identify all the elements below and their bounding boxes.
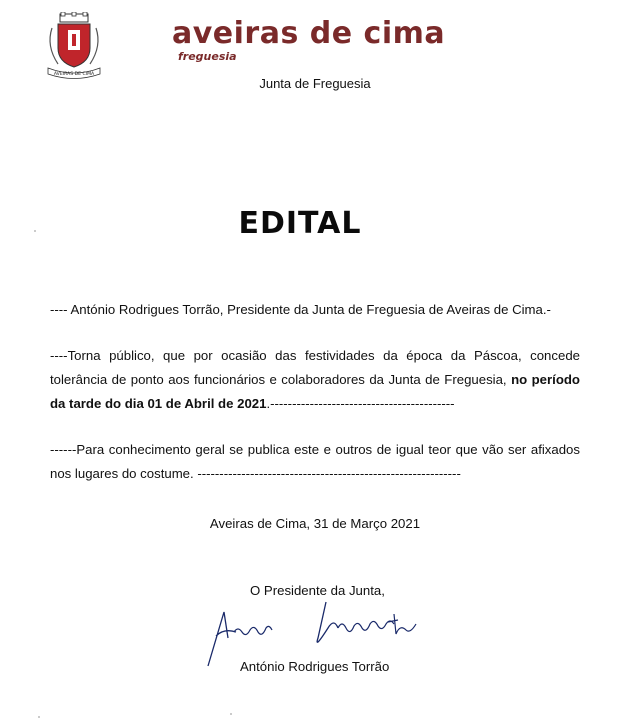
announcement-period: no período da tarde do dia 01 de Abril de 2021 xyxy=(50,372,580,411)
brand-subtitle: freguesia xyxy=(178,50,237,63)
brand-logo xyxy=(172,16,472,68)
paragraph-intro: ---- António Rodrigues Torrão, Presidente da Junta de Freguesia de Aveiras de Cima.- xyxy=(50,302,551,317)
coat-of-arms-logo xyxy=(38,12,110,82)
paragraph-announcement xyxy=(50,344,580,416)
scan-speck xyxy=(230,713,232,715)
document-title: EDITAL xyxy=(238,206,362,241)
brand-name: aveiras de cima xyxy=(172,16,446,51)
signer-name: António Rodrigues Torrão xyxy=(240,659,390,674)
signature-role: O Presidente da Junta, xyxy=(250,583,385,598)
announcement-dashes: .------------------------------------------ xyxy=(266,396,455,411)
scan-speck xyxy=(34,230,36,232)
scan-speck xyxy=(38,716,40,718)
place-and-date: Aveiras de Cima, 31 de Março 2021 xyxy=(209,516,421,531)
paragraph-publication: ------Para conhecimento geral se publica este e outros de igual teor que vão ser afixados nos lugares do costume. ------------------------------------------------------------ xyxy=(50,442,580,481)
crest-caption: AVEIRAS DE CIMA xyxy=(53,72,95,77)
organization-name: Junta de Freguesia xyxy=(259,76,371,91)
announcement-text: ----Torna público, que por ocasião das festividades da época da Páscoa, concede tolerância de ponto aos funcionários e colaboradores da Junta de Freguesia, xyxy=(50,348,580,387)
